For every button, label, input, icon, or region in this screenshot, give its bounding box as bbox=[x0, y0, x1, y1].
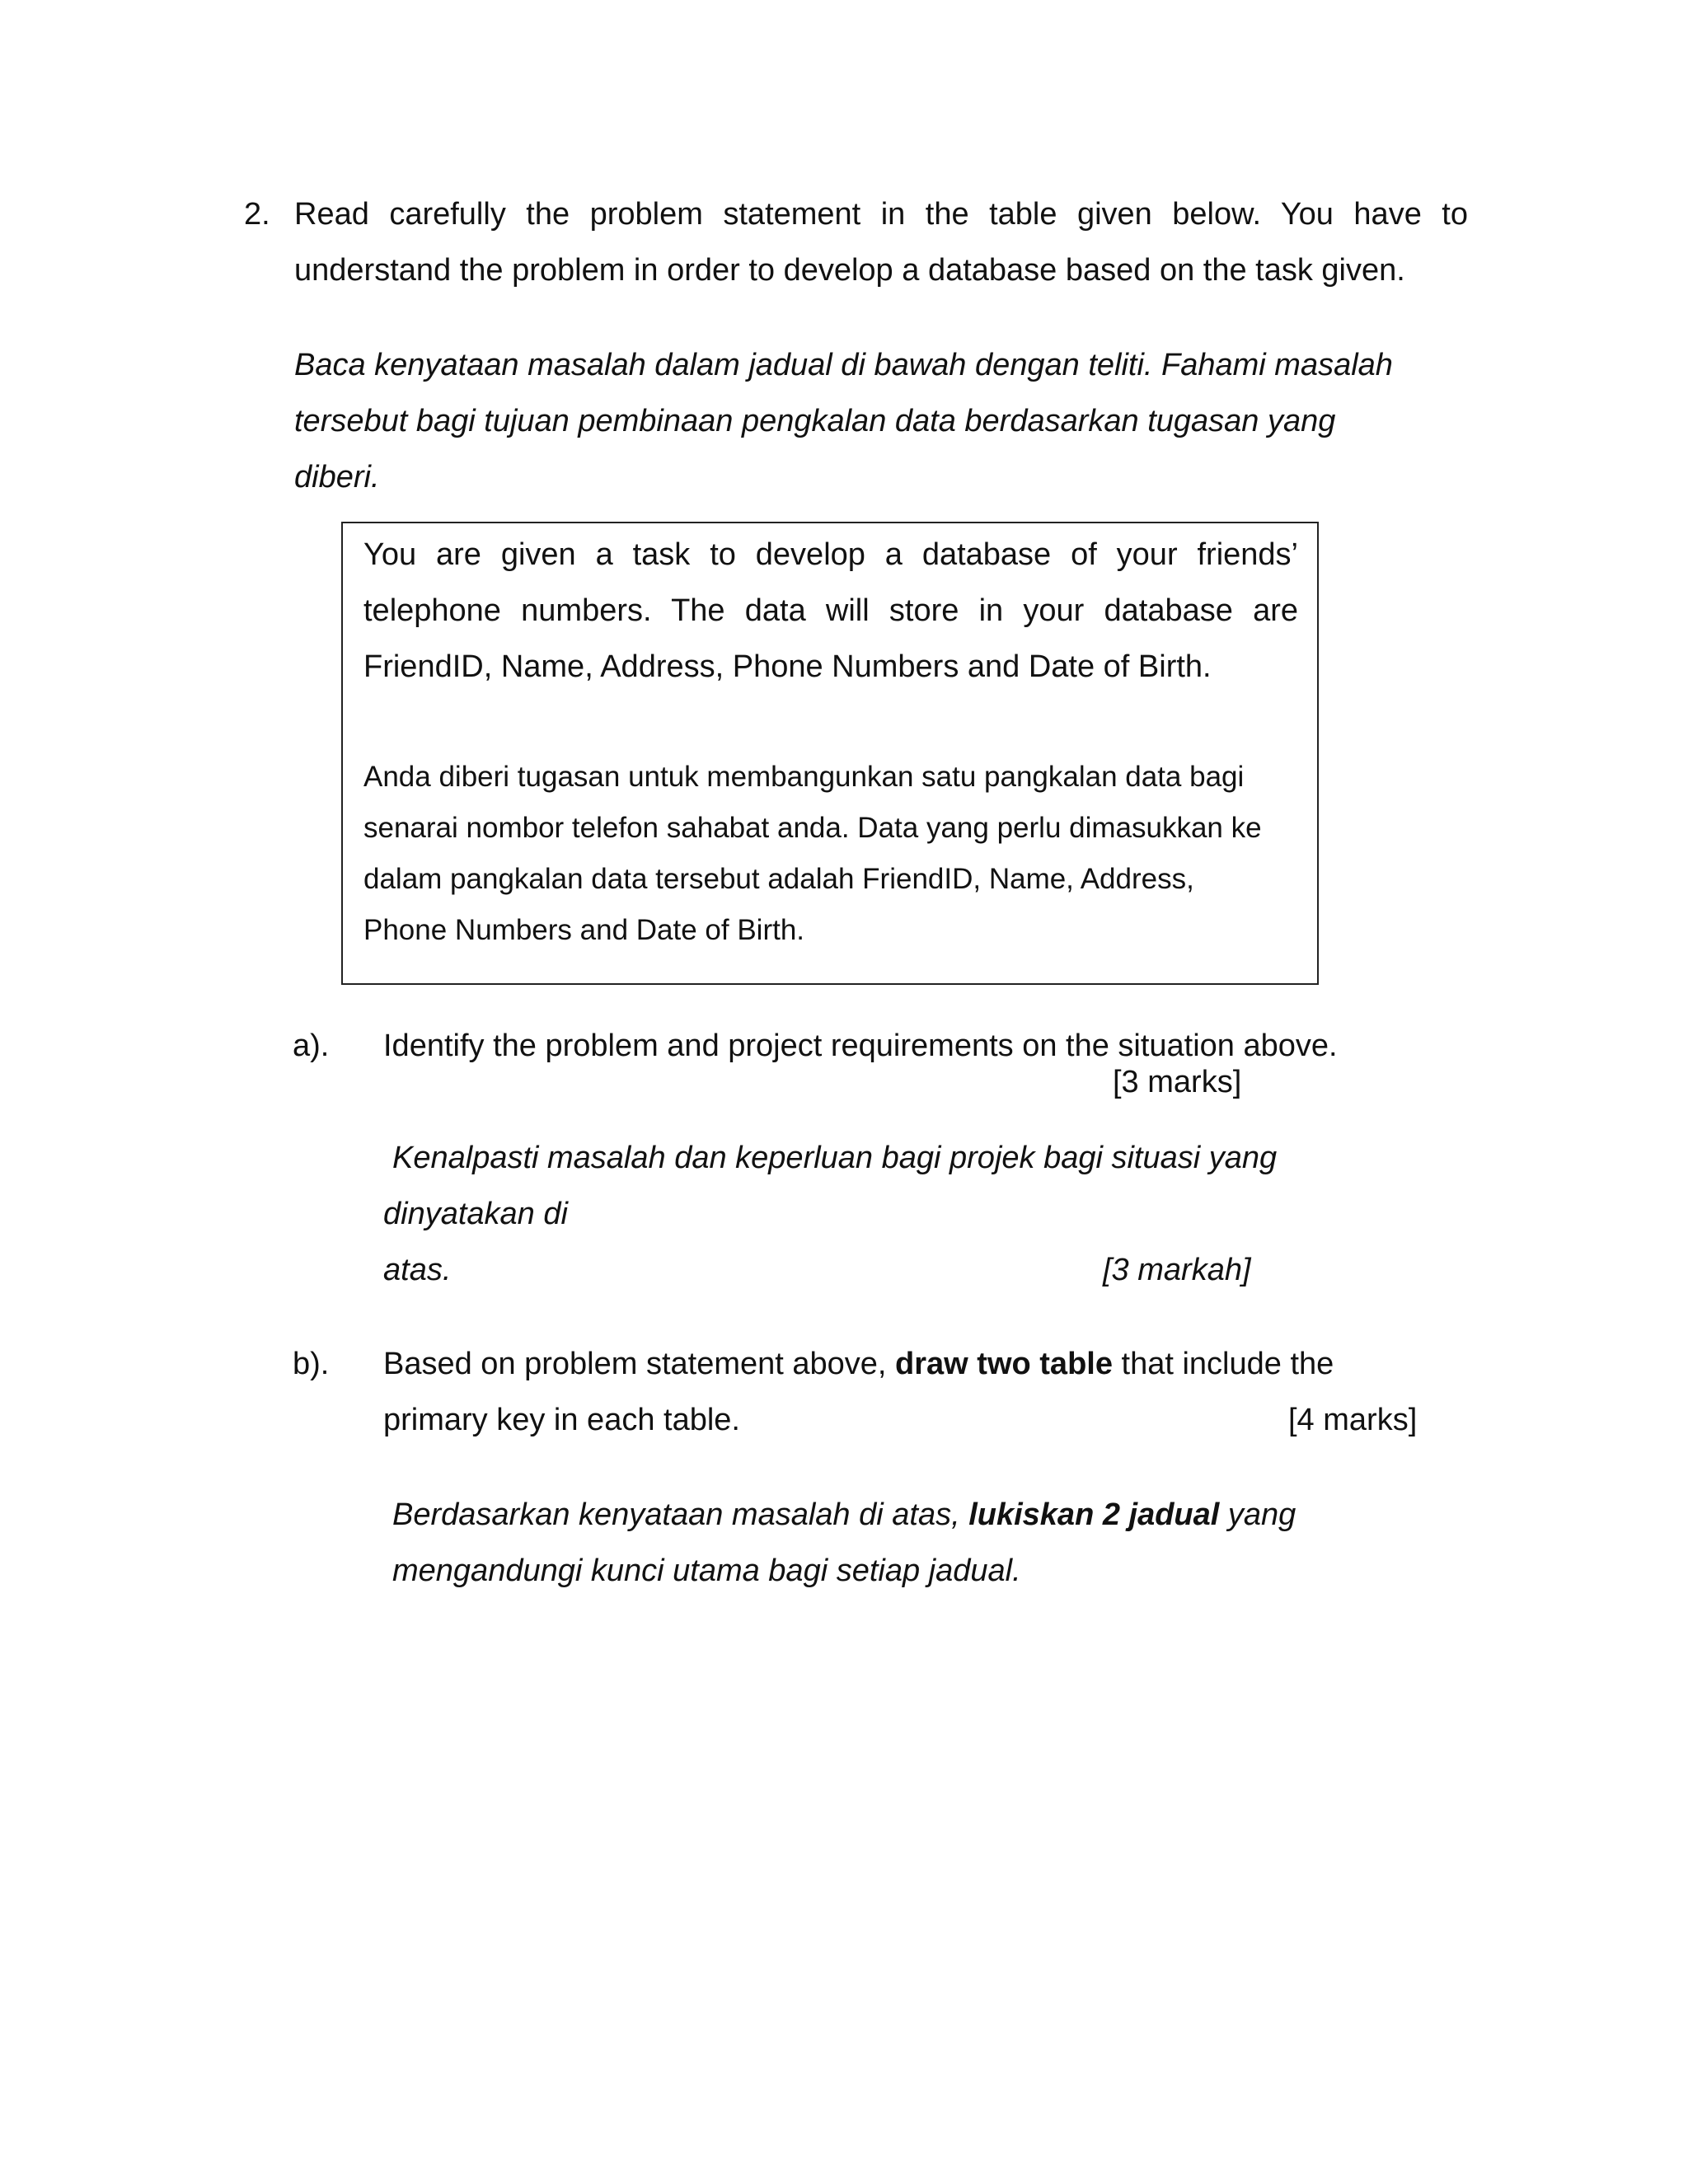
problem-en-line-2: telephone numbers. The data will store in your database are bbox=[363, 593, 1298, 628]
question-intro-malay-line-1: Baca kenyataan masalah dalam jadual di bawah dengan teliti. Fahami masalah bbox=[294, 348, 1393, 382]
part-a-malay-line-3: atas. bbox=[383, 1253, 452, 1287]
question-number: 2. bbox=[244, 197, 270, 232]
question-intro-malay-line-3: diberi. bbox=[294, 460, 380, 494]
part-b-malay-bold: lukiskan 2 jadual bbox=[968, 1497, 1220, 1532]
problem-ms-line-3: dalam pangkalan data tersebut adalah FriendID, Name, Address, bbox=[363, 863, 1194, 895]
part-b-text-post: that include the bbox=[1112, 1347, 1334, 1381]
problem-ms-line-1: Anda diberi tugasan untuk membangunkan satu pangkalan data bagi bbox=[363, 761, 1245, 793]
part-b-text-line-1 bbox=[383, 1345, 1334, 1383]
part-b-text-pre: Based on problem statement above, bbox=[383, 1347, 896, 1381]
part-a-label: a). bbox=[293, 1029, 330, 1063]
problem-ms-line-2: senarai nombor telefon sahabat anda. Data yang perlu dimasukkan ke bbox=[363, 812, 1262, 844]
part-b-text-bold: draw two table bbox=[895, 1347, 1113, 1381]
part-b-malay-line-1 bbox=[392, 1496, 1296, 1534]
question-intro-line-1: Read carefully the problem statement in the table given below. You have to bbox=[294, 197, 1468, 232]
problem-en-line-1: You are given a task to develop a database of your friends’ bbox=[363, 537, 1298, 572]
part-a-malay-line-1: Kenalpasti masalah dan keperluan bagi projek bagi situasi yang bbox=[392, 1141, 1278, 1175]
part-a-malay-line-2: dinyatakan di bbox=[383, 1197, 568, 1231]
part-a-text: Identify the problem and project requirements on the situation above. bbox=[383, 1029, 1338, 1063]
part-b-malay-pre: Berdasarkan kenyataan masalah di atas, bbox=[392, 1497, 969, 1532]
part-b-label: b). bbox=[293, 1347, 330, 1381]
problem-ms-line-4: Phone Numbers and Date of Birth. bbox=[363, 914, 805, 946]
part-b-marks: [4 marks] bbox=[1288, 1403, 1418, 1437]
problem-en-line-3: FriendID, Name, Address, Phone Numbers and Date of Birth. bbox=[363, 649, 1212, 684]
part-b-text-line-2: primary key in each table. bbox=[383, 1403, 740, 1437]
part-b-malay-line-2: mengandungi kunci utama bagi setiap jadual. bbox=[392, 1554, 1021, 1588]
part-b-malay-post: yang bbox=[1219, 1497, 1296, 1532]
question-intro-malay-line-2: tersebut bagi tujuan pembinaan pengkalan data berdasarkan tugasan yang bbox=[294, 404, 1336, 438]
part-a-marks: [3 marks] bbox=[1113, 1065, 1242, 1099]
part-a-malay-marks: [3 markah] bbox=[1103, 1253, 1251, 1287]
question-intro-line-2: understand the problem in order to develop a database based on the task given. bbox=[294, 253, 1405, 288]
